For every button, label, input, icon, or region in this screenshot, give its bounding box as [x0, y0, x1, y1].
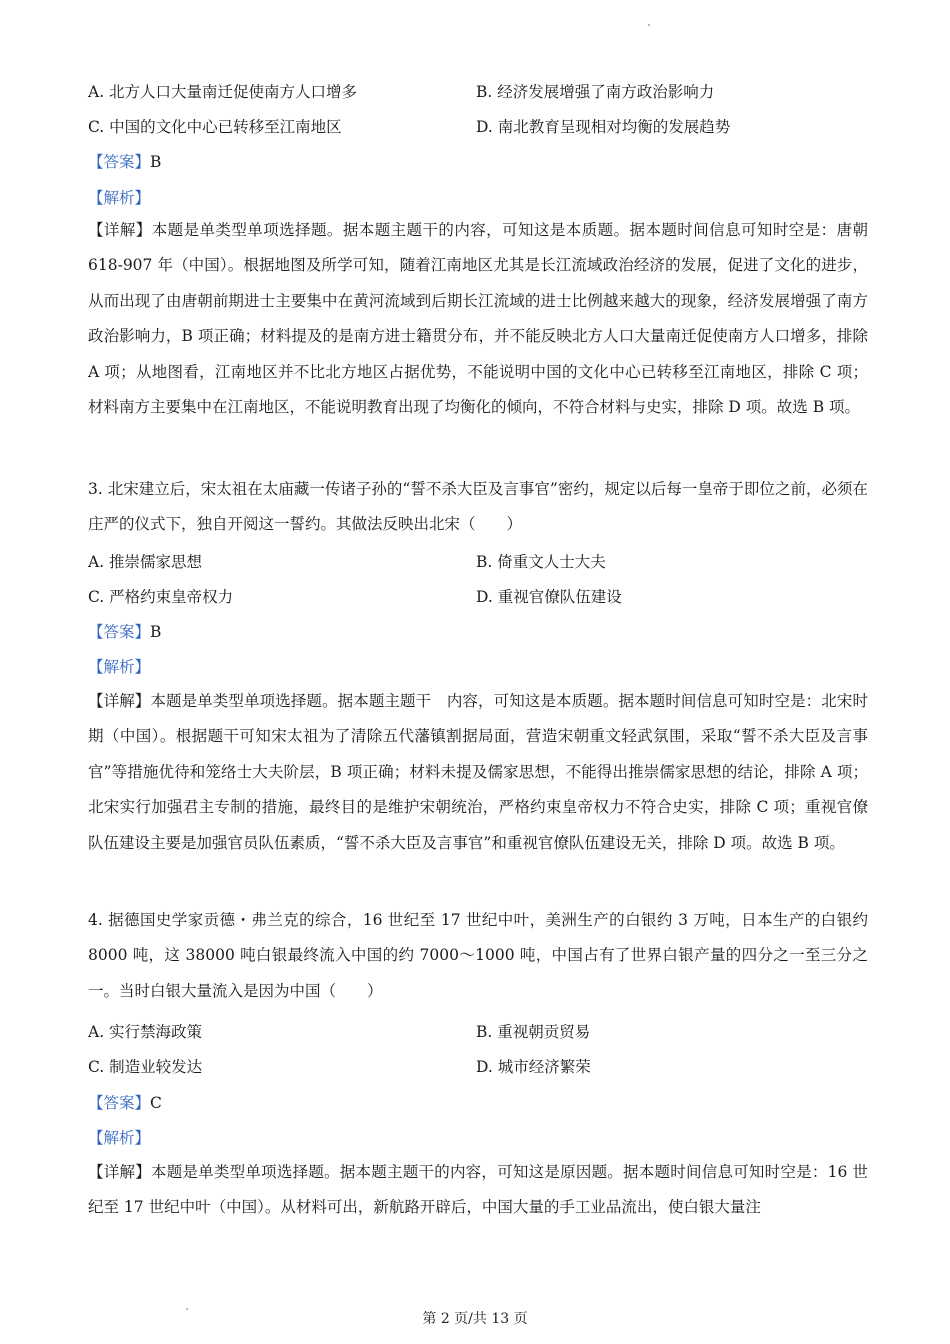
q2-answer: [88, 152, 161, 172]
detail-label: 【详解】: [88, 221, 152, 239]
q3-detail: [88, 684, 868, 861]
detail-text: 本题是单类型单项选择题。据本题主题干的内容，可知这是原因题。据本题时间信息可知时空是：16 世纪至 17 世纪中叶（中国）。从材料可出，新航路开辟后，中国大量的手工业品流出，使白银大量注: [88, 1163, 868, 1217]
q4-answer: [88, 1093, 162, 1113]
detail-text: 本题是单类型单项选择题。据本题主题干的内容，可知这是本质题。据本题时间信息可知时空是：唐朝 618-907 年（中国）。根据地图及所学可知，随着江南地区尤其是长江流域政治经济的发展，促进了文化的进步，从而出现了由唐朝前期进士主要集中在黄河流域到后期长江流域的进士比例越来越大的现象，经济发展增强了南方政治影响力，B 项正确；材料提及的是南方进士籍贯分布，并不能反映北方人口大量南迁促使南方人口增多，排除 A 项；从地图看，江南地区并不比北方地区占据优势，不能说明中国的文化中心已转移至江南地区，排除 C 项；材料南方主要集中在江南地区，不能说明教育出现了均衡化的倾向，不符合材料与史实，排除 D 项。故选 B 项。: [88, 221, 868, 417]
q2-analysis-label: 【解析】: [88, 189, 151, 207]
q4-option-a: A. 实行禁海政策: [88, 1023, 203, 1041]
q3-option-c: C. 严格约束皇帝权力: [88, 588, 234, 606]
detail-label: 【详解】: [88, 692, 151, 710]
q3-analysis-label: 【解析】: [88, 658, 151, 676]
q2-option-b: B. 经济发展增强了南方政治影响力: [476, 83, 715, 101]
q3-option-b: B. 倚重文人士大夫: [476, 553, 606, 571]
answer-value: B: [150, 623, 162, 641]
q2-option-c: C. 中国的文化中心已转移至江南地区: [88, 118, 342, 136]
q3-option-d: D. 重视官僚队伍建设: [476, 588, 622, 606]
q4-analysis-label: 【解析】: [88, 1129, 151, 1147]
q4-option-b: B. 重视朝贡贸易: [476, 1023, 591, 1041]
q4-option-d: D. 城市经济繁荣: [476, 1058, 591, 1076]
page-footer: 第 2 页/共 13 页: [422, 1311, 528, 1327]
q3-answer: [88, 622, 161, 642]
q2-detail: [88, 213, 868, 425]
detail-text: 本题是单类型单项选择题。据本题主题干 内容，可知这是本质题。据本题时间信息可知时空是：北宋时期（中国）。根据题干可知宋太祖为了清除五代藩镇割据局面，营造宋朝重文轻武氛围，采取“誓不杀大臣及言事官”等措施优待和笼络士大夫阶层，B 项正确；材料未提及儒家思想，不能得出推崇儒家思想的结论，排除 A 项；北宋实行加强君主专制的措施，最终目的是维护宋朝统治，严格约束皇帝权力不符合史实，排除 C 项；重视官僚队伍建设主要是加强官员队伍素质，“誓不杀大臣及言事官”和重视官僚队伍建设无关，排除 D 项。故选 B 项。: [88, 692, 868, 852]
q4-stem: 4. 据德国史学家贡德・弗兰克的综合，16 世纪至 17 世纪中叶，美洲生产的白银约 3 万吨，日本生产的白银约 8000 吨，这 38000 吨白银最终流入中国的约 7000～1000 吨，中国占有了世界白银产量的四分之一至三分之一。当时白银大量流入是因为中国（ ）: [88, 911, 868, 1000]
answer-label: 【答案】: [88, 623, 151, 641]
q4-option-c: C. 制造业较发达: [88, 1058, 203, 1076]
answer-label: 【答案】: [88, 153, 151, 171]
answer-label: 【答案】: [88, 1094, 151, 1112]
q3-option-a: A. 推崇儒家思想: [88, 553, 203, 571]
detail-label: 【详解】: [88, 1163, 151, 1181]
answer-value: B: [150, 153, 162, 171]
q4-detail: [88, 1155, 868, 1226]
page-speck: [648, 24, 650, 26]
q2-option-d: D. 南北教育呈现相对均衡的发展趋势: [476, 118, 731, 136]
q3-stem: 3. 北宋建立后，宋太祖在太庙藏一传诸子孙的“誓不杀大臣及言事官”密约，规定以后每一皇帝于即位之前，必须在庄严的仪式下，独自开阅这一誓约。其做法反映出北宋（ ）: [88, 480, 868, 534]
answer-value: C: [150, 1094, 162, 1112]
q2-option-a: A. 北方人口大量南迁促使南方人口增多: [88, 83, 358, 101]
